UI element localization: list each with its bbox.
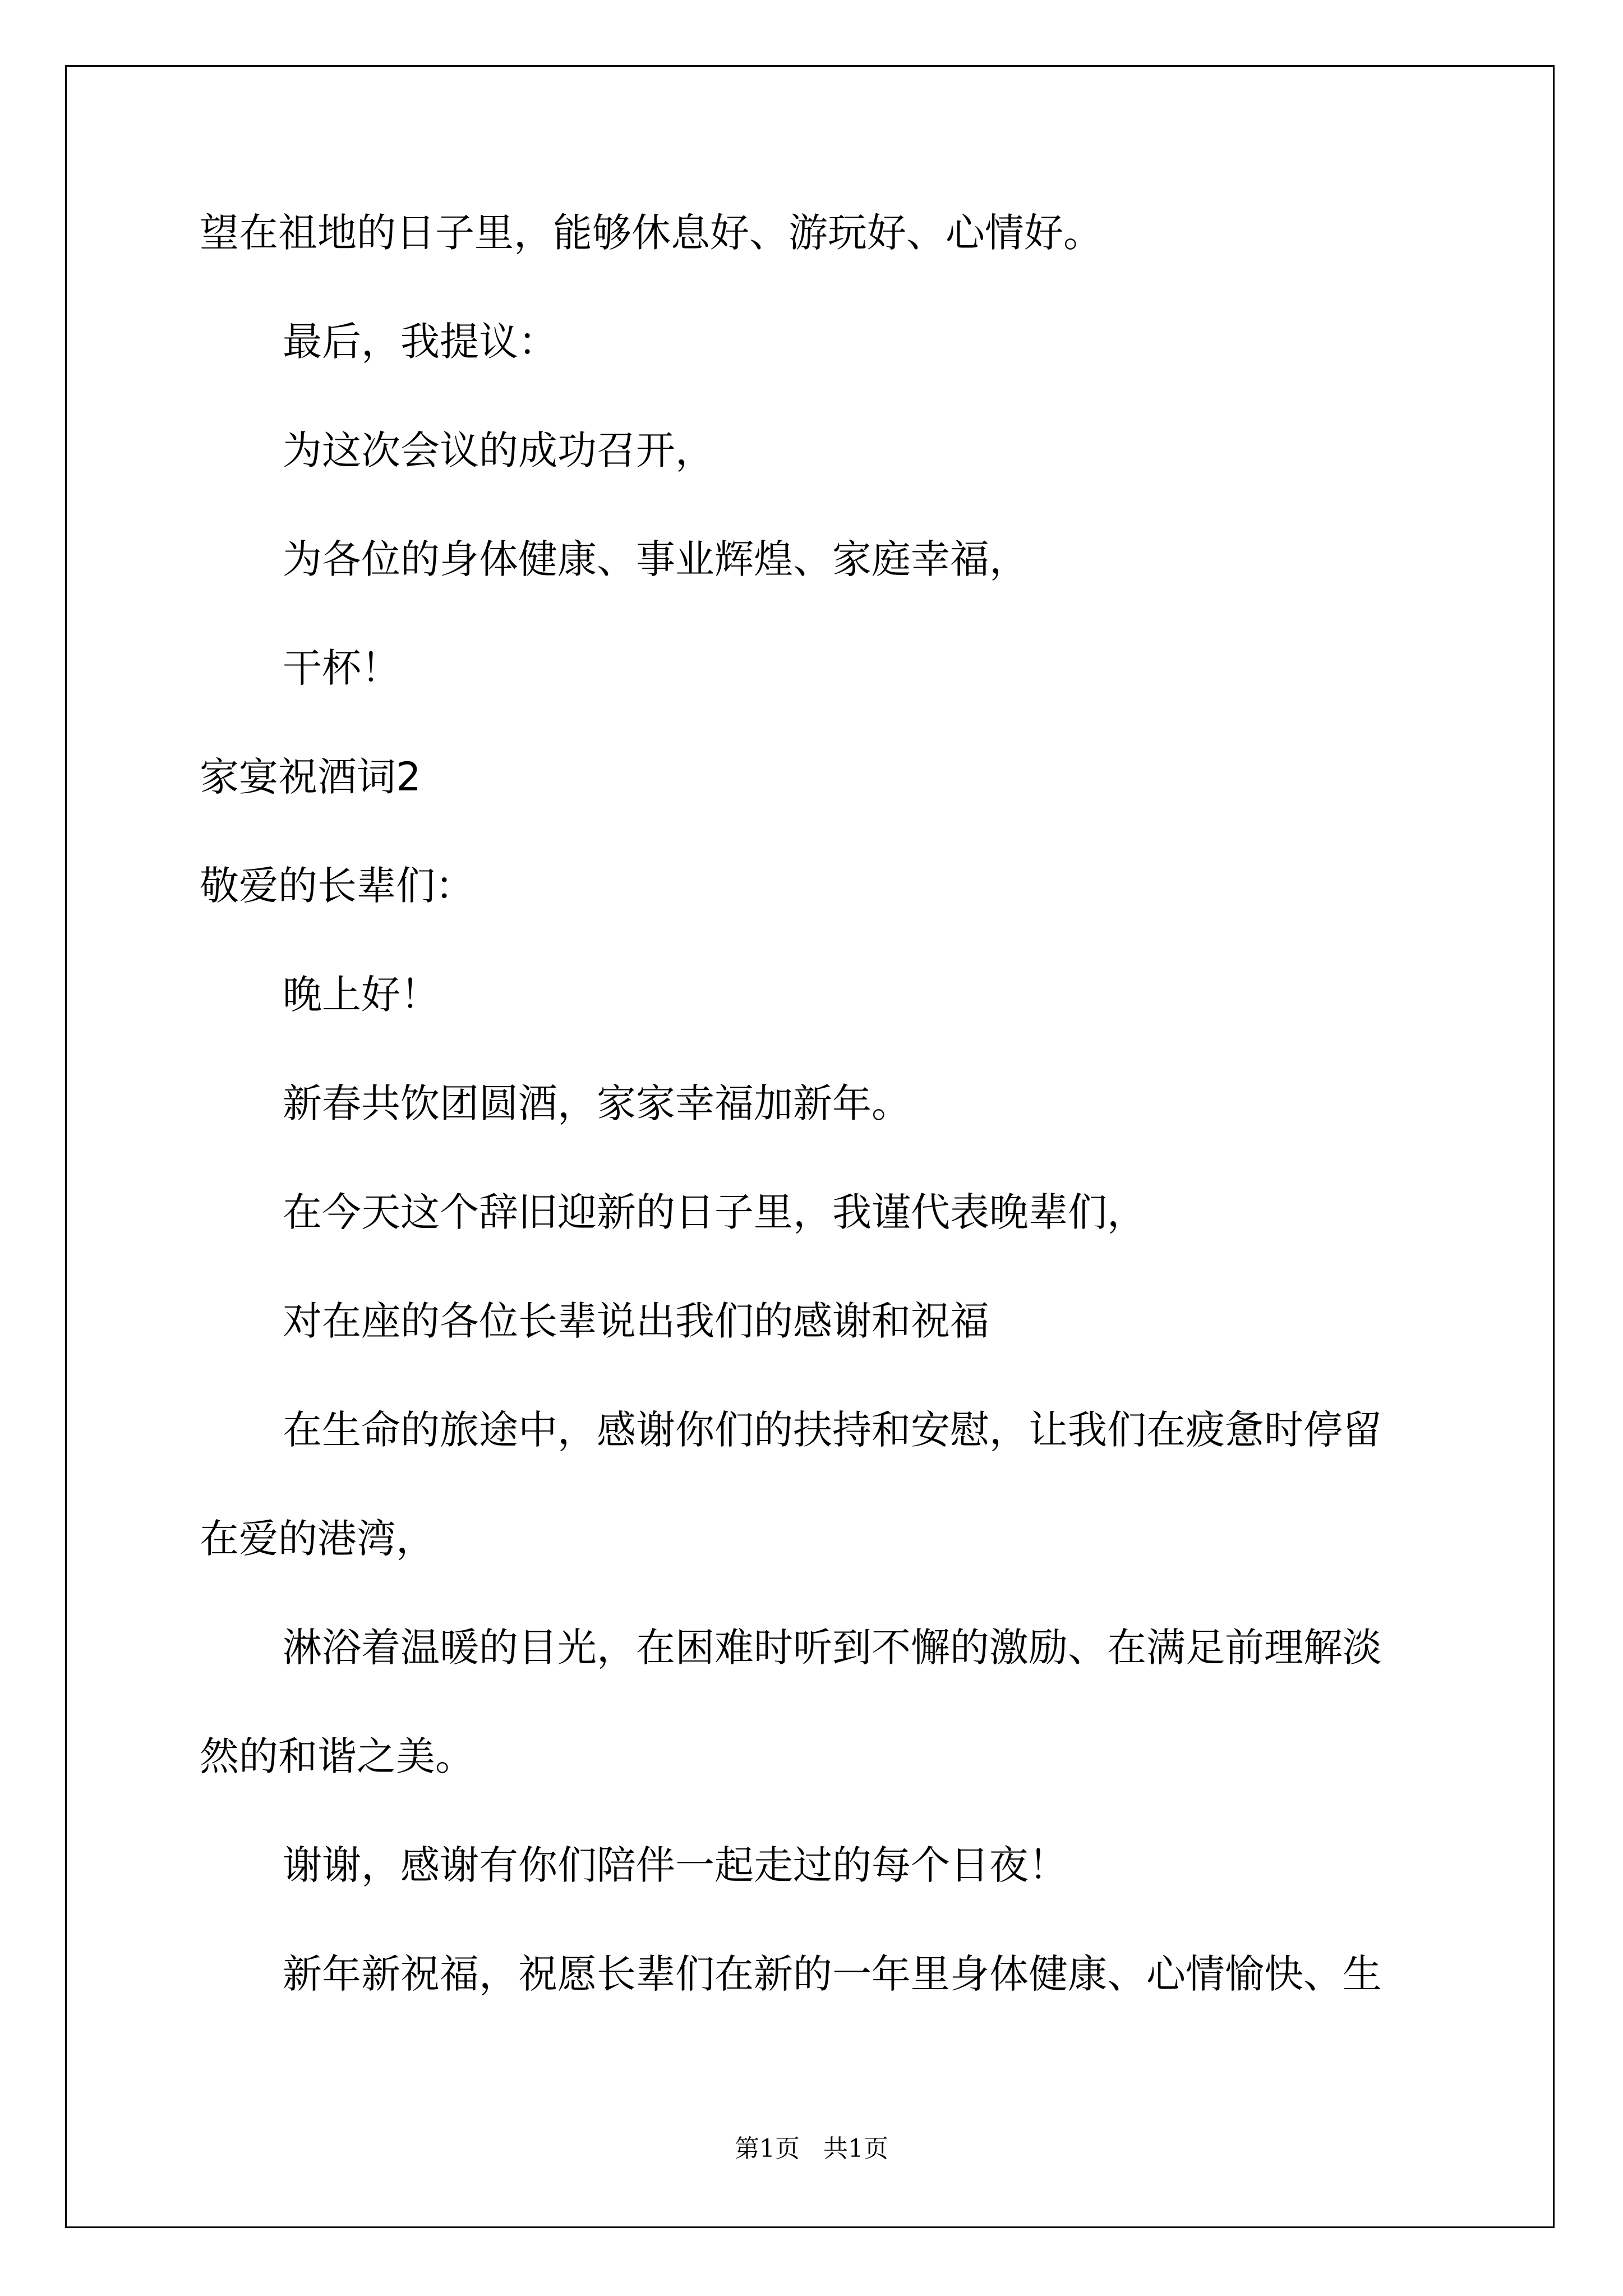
page-border bbox=[65, 65, 1555, 2228]
text-line: 对在座的各位长辈说出我们的感谢和祝福 bbox=[283, 1298, 989, 1344]
text-line: 然的和谐之美。 bbox=[200, 1733, 474, 1779]
text-line: 淋浴着温暖的目光，在困难时听到不懈的激励、在满足前理解淡 bbox=[283, 1625, 1382, 1671]
text-line: 最后，我提议： bbox=[283, 319, 557, 365]
text-line: 在今天这个辞旧迎新的日子里，我谨代表晚辈们， bbox=[283, 1189, 1146, 1235]
text-line: 晚上好！ bbox=[283, 972, 440, 1018]
text-line: 在爱的港湾， bbox=[200, 1516, 435, 1562]
text-line: 谢谢，感谢有你们陪伴一起走过的每个日夜！ bbox=[283, 1842, 1068, 1888]
page-footer bbox=[0, 2128, 1623, 2164]
text-line: 为各位的身体健康、事业辉煌、家庭幸福， bbox=[283, 536, 1029, 582]
salutation: 敬爱的长辈们： bbox=[200, 863, 474, 909]
page-total: 共1页 bbox=[823, 2134, 888, 2163]
section-heading: 家宴祝酒词2 bbox=[200, 754, 421, 800]
text-line: 干杯！ bbox=[283, 645, 400, 691]
text-line: 为这次会议的成功召开， bbox=[283, 427, 714, 473]
text-line: 在生命的旅途中，感谢你们的扶持和安慰，让我们在疲惫时停留 bbox=[283, 1407, 1382, 1453]
page-number: 第1页 bbox=[735, 2134, 800, 2163]
text-line: 新年新祝福，祝愿长辈们在新的一年里身体健康、心情愉快、生 bbox=[283, 1951, 1382, 1997]
text-line: 望在祖地的日子里，能够休息好、游玩好、心情好。 bbox=[200, 210, 1103, 256]
text-line: 新春共饮团圆酒，家家幸福加新年。 bbox=[283, 1080, 911, 1126]
